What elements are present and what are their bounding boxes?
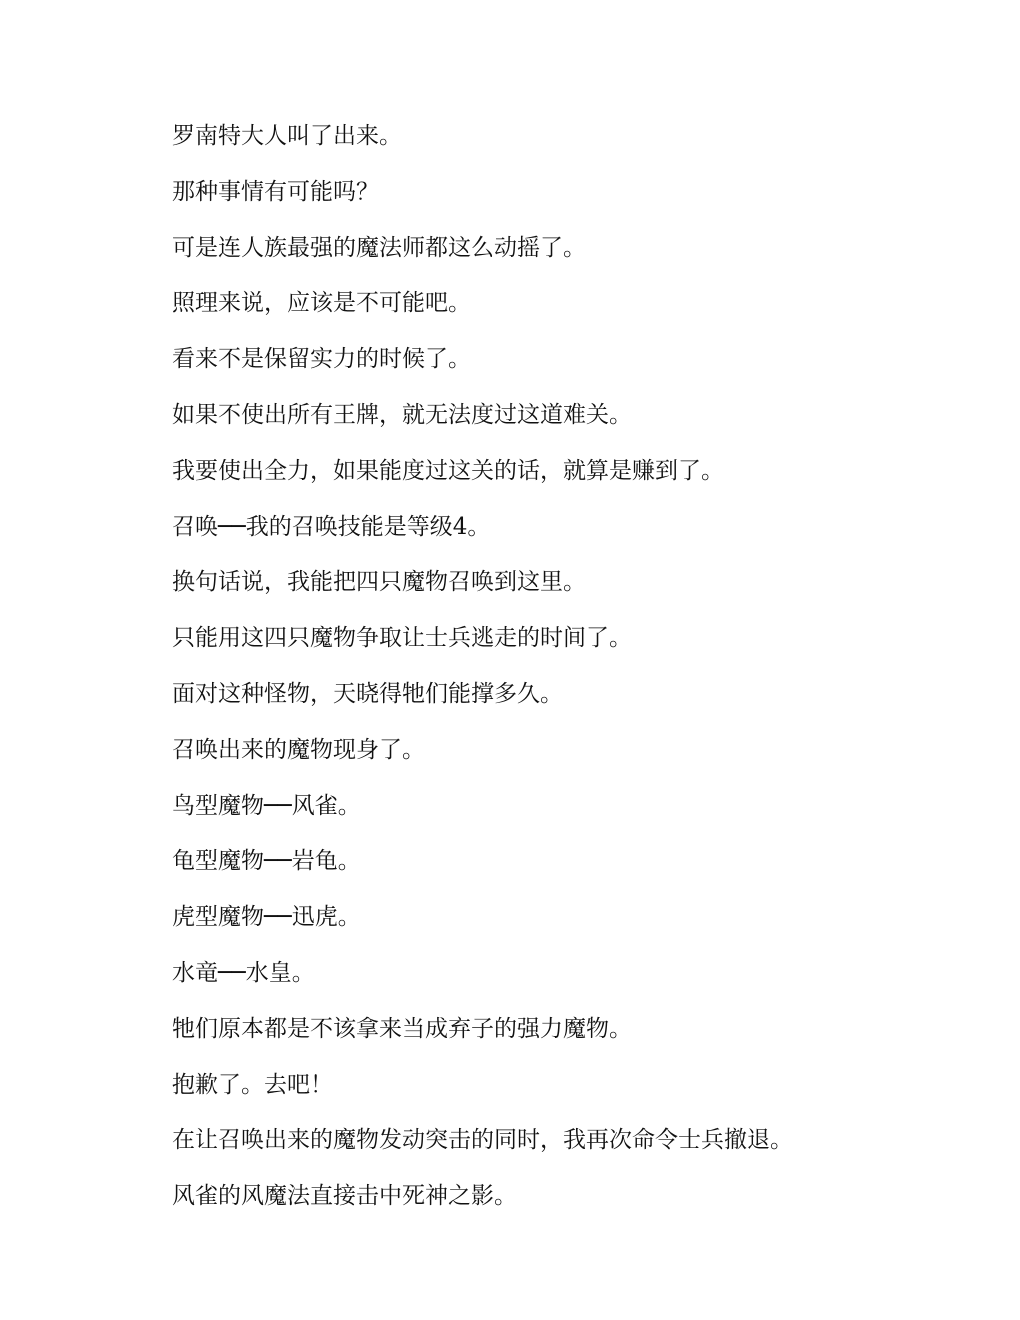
paragraph: 召唤出来的魔物现身了。 (172, 736, 425, 763)
paragraph: 换句话说，我能把四只魔物召唤到这里。 (172, 569, 586, 596)
paragraph: 只能用这四只魔物争取让士兵逃走的时间了。 (172, 625, 632, 652)
paragraph: 如果不使出所有王牌，就无法度过这道难关。 (172, 401, 632, 428)
paragraph: 牠们原本都是不该拿来当成弃子的强力魔物。 (172, 1015, 632, 1042)
paragraph: 虎型魔物──迅虎。 (172, 904, 361, 931)
paragraph: 罗南特大人叫了出来。 (172, 123, 402, 149)
body-text (172, 116, 972, 1232)
paragraph: 可是连人族最强的魔法师都这么动摇了。 (172, 234, 586, 261)
paragraph: 风雀的风魔法直接击中死神之影。 (172, 1183, 517, 1210)
paragraph: 那种事情有可能吗？ (172, 178, 379, 205)
paragraph: 龟型魔物──岩龟。 (172, 848, 361, 875)
paragraph: 看来不是保留实力的时候了。 (172, 346, 471, 373)
paragraph: 水竜──水皇。 (172, 959, 315, 986)
paragraph: 鸟型魔物──风雀。 (172, 792, 361, 819)
paragraph: 在让召唤出来的魔物发动突击的同时，我再次命令士兵撤退。 (172, 1127, 793, 1154)
paragraph: 抱歉了。去吧！ (172, 1071, 333, 1098)
paragraph: 面对这种怪物，天晓得牠们能撑多久。 (172, 680, 563, 707)
paragraph: 照理来说，应该是不可能吧。 (172, 290, 471, 317)
paragraph: 召唤──我的召唤技能是等级4。 (172, 513, 491, 540)
paragraph: 我要使出全力，如果能度过这关的话，就算是赚到了。 (172, 457, 724, 484)
